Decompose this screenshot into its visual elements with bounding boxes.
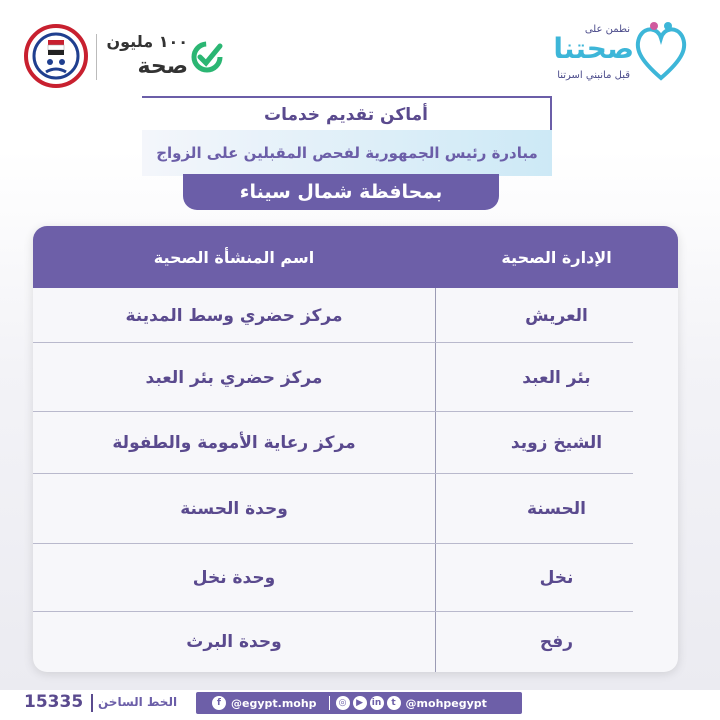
campaign-word: صحة <box>137 54 188 79</box>
table-row <box>33 412 678 474</box>
table-row <box>33 612 678 672</box>
header-divider <box>96 34 97 80</box>
instagram-icon[interactable]: ◎ <box>336 696 350 710</box>
hotline-number: 15335 <box>24 692 84 712</box>
cell-facility: مركز حضري وسط المدينة <box>125 305 343 326</box>
table-header <box>33 226 678 288</box>
social-handle[interactable]: @mohpegypt <box>405 696 487 710</box>
hotline-label: الخط الساخن <box>98 695 178 709</box>
linkedin-icon[interactable]: in <box>370 696 384 710</box>
cell-admin: نخل <box>539 568 574 588</box>
cell-admin: الحسنة <box>526 499 586 519</box>
youtube-icon[interactable]: ▶ <box>353 696 367 710</box>
cell-facility: مركز حضري بئر العبد <box>145 367 323 388</box>
cell-admin: الشيخ زويد <box>510 433 603 453</box>
cell-admin: بئر العبد <box>522 367 591 388</box>
header-admin: الإدارة الصحية <box>501 247 612 267</box>
table-row <box>33 288 678 343</box>
brand-logo <box>542 18 692 88</box>
cell-facility: وحدة نخل <box>192 568 276 588</box>
social-divider <box>329 696 330 710</box>
twitter-icon[interactable]: t <box>387 696 401 710</box>
heart-icon <box>632 20 690 84</box>
brand-tagline: قبل مانبني اسرتنا <box>557 70 630 81</box>
ministry-logo <box>24 24 88 88</box>
cell-facility: وحدة البرث <box>186 632 282 652</box>
facebook-icon[interactable]: f <box>212 696 226 710</box>
hotline-divider <box>91 694 93 712</box>
table-row <box>33 544 678 612</box>
title-governorate: بمحافظة شمال سيناء <box>183 174 499 210</box>
cell-admin: رفح <box>539 632 574 652</box>
cell-facility: مركز رعاية الأمومة والطفولة <box>112 433 356 453</box>
cell-facility: وحدة الحسنة <box>180 499 288 519</box>
brand-small-text: نطمن على <box>584 24 630 35</box>
social-bar <box>196 692 522 714</box>
header-facility: اسم المنشأة الصحية <box>153 247 315 267</box>
facebook-handle[interactable]: @egypt.mohp <box>231 696 317 710</box>
cell-admin: العريش <box>525 305 588 326</box>
campaign-number: ١٠٠ مليون <box>106 32 188 51</box>
footer <box>0 686 720 720</box>
brand-name: صحتنا <box>553 32 634 65</box>
title-line-2: مبادرة رئيس الجمهورية لفحص المقبلين على الزواج <box>142 130 552 176</box>
facilities-table <box>33 226 678 672</box>
table-row <box>33 343 678 412</box>
check-icon <box>190 40 224 74</box>
title-line-1: أماكن تقديم خدمات <box>142 96 552 132</box>
campaign-logo <box>104 30 224 84</box>
table-row <box>33 474 678 544</box>
